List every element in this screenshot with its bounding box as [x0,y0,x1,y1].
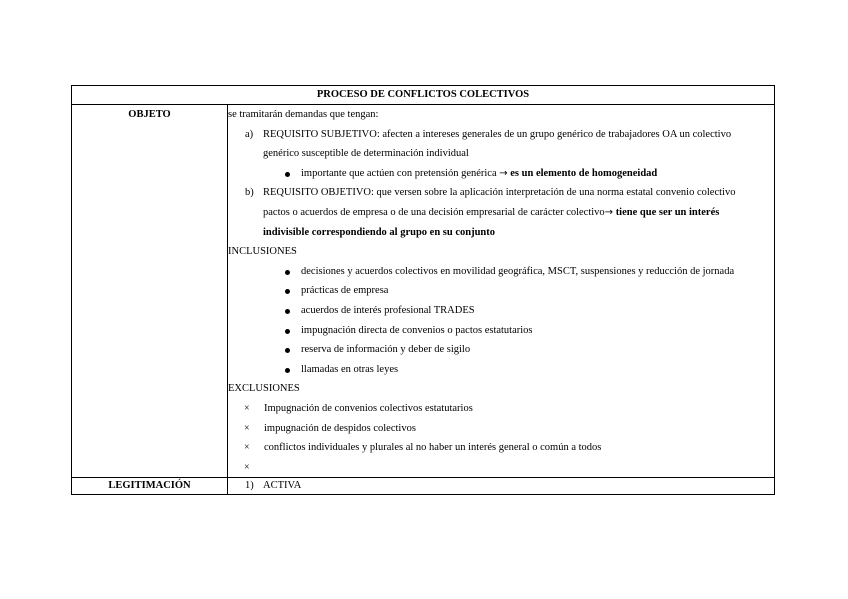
requisito-objetivo [228,183,774,242]
bold-text: indivisible correspondiendo al grupo en su conjunto [263,226,496,238]
inclusion-text: prácticas de empresa [301,285,389,297]
list-item [228,419,774,439]
list-item [228,262,774,282]
bold-text: tiene que ser un interés [615,206,720,218]
inclusion-text: llamadas en otras leyes [301,363,399,375]
list-item [228,340,774,360]
exclusion-text: conflictos individuales y plurales al no haber un interés general o común a todos [264,442,602,454]
cross-icon: × [244,461,250,473]
arrow-icon: → [604,206,614,218]
list-item [228,360,774,380]
bullet-icon [285,368,290,373]
requisito-objetivo-line2 [263,203,774,223]
inclusion-text: reserva de información y deber de sigilo [301,344,471,356]
requisito-subjetivo-line1: REQUISITO SUBJETIVO: afecten a intereses generales de un grupo genérico de trabajadores OA un colectivo [263,128,732,140]
exclusion-text: impugnación de despidos colectivos [264,422,416,434]
bullet-icon [285,329,290,334]
table-title: PROCESO DE CONFLICTOS COLECTIVOS [72,86,775,105]
list-item [228,399,774,419]
line-text: pactos o acuerdos de empresa o de una decisión empresarial de carácter colectivo [263,206,605,218]
legitimacion-label: LEGITIMACIÓN [72,478,228,495]
legitimacion-content [228,478,775,495]
list-number: b) [245,187,254,199]
list-item [228,164,774,184]
inclusion-text: acuerdos de interés profesional TRADES [301,304,475,316]
inclusiones-heading: INCLUSIONES [228,246,297,258]
requisito-subjetivo-line2: genérico susceptible de determinación individual [263,148,469,160]
cross-icon: × [244,402,250,414]
legitimacion-activa [228,478,774,494]
list-item [228,438,774,458]
exclusion-text: Impugnación de convenios colectivos estatutarios [264,402,473,414]
requisito-subjetivo [228,125,774,164]
list-item [228,301,774,321]
conflictos-table [71,85,775,495]
legitimacion-row [72,478,775,495]
list-number: a) [245,128,254,140]
bullet-icon [285,270,290,275]
legitimacion-text: ACTIVA [263,480,302,492]
inclusion-text: decisiones y acuerdos colectivos en movilidad geográfica, MSCT, suspensiones y reducción de jornada [301,265,735,277]
requisito-objetivo-line3 [263,223,774,243]
bullet-icon [285,172,290,177]
bullet-text: importante que actúen con pretensión genérica [301,167,497,179]
requisito-objetivo-line1: REQUISITO OBJETIVO: que versen sobre la aplicación interpretación de una norma estatal convenio colectivo [263,187,736,199]
cross-icon: × [244,442,250,454]
objeto-intro: se tramitarán demandas que tengan: [228,109,379,120]
cross-icon: × [244,422,250,434]
bullet-icon [285,309,290,314]
objeto-content [228,105,775,478]
exclusiones-heading: EXCLUSIONES [228,383,300,395]
list-number: 1) [245,480,254,492]
bold-text: es un elemento de homogeneidad [510,167,658,179]
bullet-icon [285,348,290,353]
arrow-icon: → [499,167,508,179]
list-item [228,321,774,341]
objeto-label: OBJETO [72,105,228,478]
bullet-icon [285,289,290,294]
list-item [228,281,774,301]
list-item [228,458,774,478]
objeto-row [72,105,775,478]
inclusion-text: impugnación directa de convenios o pactos estatutarios [301,324,533,336]
title-row [72,86,775,105]
